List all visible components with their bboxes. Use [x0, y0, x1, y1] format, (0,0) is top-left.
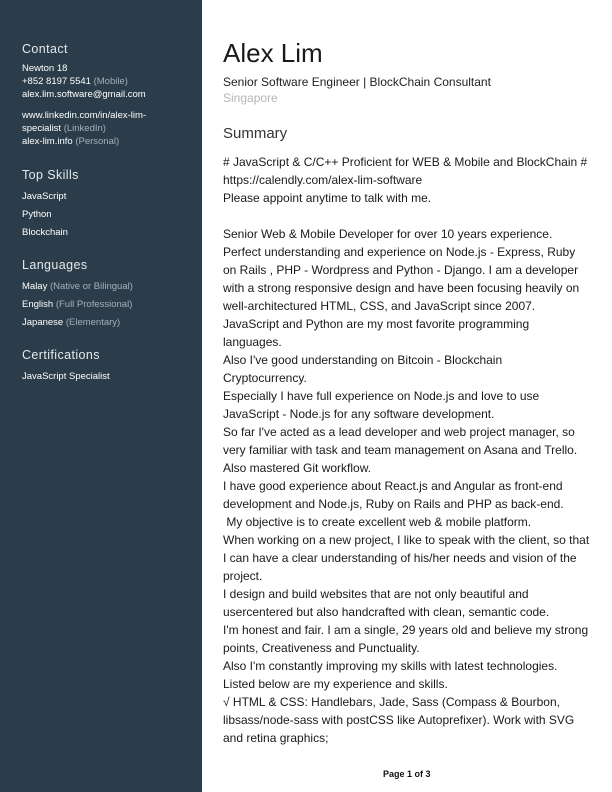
summary-line: on Rails , PHP - Wordpress and Python - Django. I am a developer: [223, 263, 579, 277]
contact-email[interactable]: alex.lim.software@gmail.com: [22, 89, 146, 100]
summary-line: I have good experience about React.js and Angular as front-end: [223, 479, 563, 493]
sidebar: [0, 0, 202, 792]
language-name: Japanese: [22, 317, 64, 328]
language-item: [22, 296, 197, 314]
summary-line: very familiar with task and team management on Asana and Trello.: [223, 443, 578, 457]
languages-heading: Languages: [22, 258, 88, 272]
summary-line: Perfect understanding and experience on Node.js - Express, Ruby: [223, 245, 576, 259]
phone-number: +852 8197 5541: [22, 76, 91, 87]
summary-line: libsass/node-sass with postCSS like Autoprefixer). Work with SVG: [223, 713, 575, 727]
summary-line: Also mastered Git workflow.: [223, 461, 372, 475]
summary-line: JavaScript and Python are my most favorite programming: [223, 317, 530, 331]
summary-line: So far I've acted as a lead developer and web project manager, so: [223, 425, 575, 439]
summary-line: points, Creativeness and Punctuality.: [223, 641, 420, 655]
contact-address: Newton 18: [22, 63, 68, 74]
summary-line: √ HTML & CSS: Handlebars, Jade, Sass (Compass & Bourbon,: [223, 695, 560, 709]
summary-line: Senior Web & Mobile Developer for over 10 years experience.: [223, 227, 553, 241]
language-name: English: [22, 299, 54, 310]
profile-location: Singapore: [223, 91, 278, 105]
summary-heading: Summary: [223, 125, 288, 142]
summary-line: I'm honest and fair. I am a single, 29 years old and believe my strong: [223, 623, 589, 637]
summary-line: Please appoint anytime to talk with me.: [223, 191, 432, 205]
website-type: (Personal): [75, 136, 120, 147]
linkedin-link[interactable]: [22, 109, 197, 135]
summary-line: development and Node.js, Ruby on Rails and PHP as back-end.: [223, 497, 564, 511]
phone-type: (Mobile): [93, 76, 128, 87]
language-item: [22, 278, 197, 296]
summary-line: Also I've good understanding on Bitcoin - Blockchain: [223, 353, 503, 367]
summary-line: Especially I have full experience on Node.js and love to use: [223, 389, 540, 403]
language-level: (Elementary): [65, 317, 121, 328]
summary-line: JavaScript - Node.js for any software development.: [223, 407, 495, 421]
skill-item: Python: [22, 209, 52, 220]
linkedin-url-part1[interactable]: www.linkedin.com/in/alex-lim-: [22, 110, 147, 121]
summary-line: project.: [223, 569, 263, 583]
certifications-heading: Certifications: [22, 348, 100, 362]
summary-line: languages.: [223, 335, 282, 349]
profile-headline: Senior Software Engineer | BlockChain Consultant: [223, 75, 491, 89]
top-skills-heading: Top Skills: [22, 168, 79, 182]
summary-line: [223, 207, 589, 225]
summary-line: usercentered but also handcrafted with clean, semantic code.: [223, 605, 550, 619]
summary-line: I design and build websites that are not only beautiful and: [223, 587, 529, 601]
website-url[interactable]: alex-lim.info: [22, 136, 73, 147]
skill-item: JavaScript: [22, 191, 67, 202]
certification-item: JavaScript Specialist: [22, 371, 110, 382]
summary-line: and retina graphics;: [223, 731, 329, 745]
language-level: (Full Professional): [55, 299, 133, 310]
summary-line: Also I'm constantly improving my skills with latest technologies.: [223, 659, 558, 673]
summary-line: https://calendly.com/alex-lim-software: [223, 173, 423, 187]
summary-line: well-architectured HTML, CSS, and JavaScript since 2007.: [223, 299, 536, 313]
summary-line: I can have a clear understanding of his/her needs and vision of the: [223, 551, 577, 565]
summary-text: [223, 153, 589, 747]
profile-name: Alex Lim: [223, 38, 323, 68]
summary-line: Cryptocurrency.: [223, 371, 307, 385]
contact-heading: Contact: [22, 42, 68, 56]
language-level: (Native or Bilingual): [49, 281, 133, 292]
summary-line: When working on a new project, I like to speak with the client, so that: [223, 533, 590, 547]
website-link[interactable]: [22, 135, 197, 148]
summary-line: My objective is to create excellent web & mobile platform.: [223, 515, 532, 529]
summary-line: with a strong responsive design and have been focusing heavily on: [223, 281, 580, 295]
language-name: Malay: [22, 281, 48, 292]
language-item: [22, 314, 197, 332]
skill-item: Blockchain: [22, 227, 68, 238]
contact-phone: [22, 75, 197, 88]
summary-line: # JavaScript & C/C++ Proficient for WEB & Mobile and BlockChain #: [223, 155, 588, 169]
summary-line: Listed below are my experience and skills.: [223, 677, 448, 691]
linkedin-url-part2[interactable]: specialist: [22, 123, 62, 134]
linkedin-type: (LinkedIn): [63, 123, 106, 134]
page-number: Page 1 of 3: [383, 769, 431, 779]
